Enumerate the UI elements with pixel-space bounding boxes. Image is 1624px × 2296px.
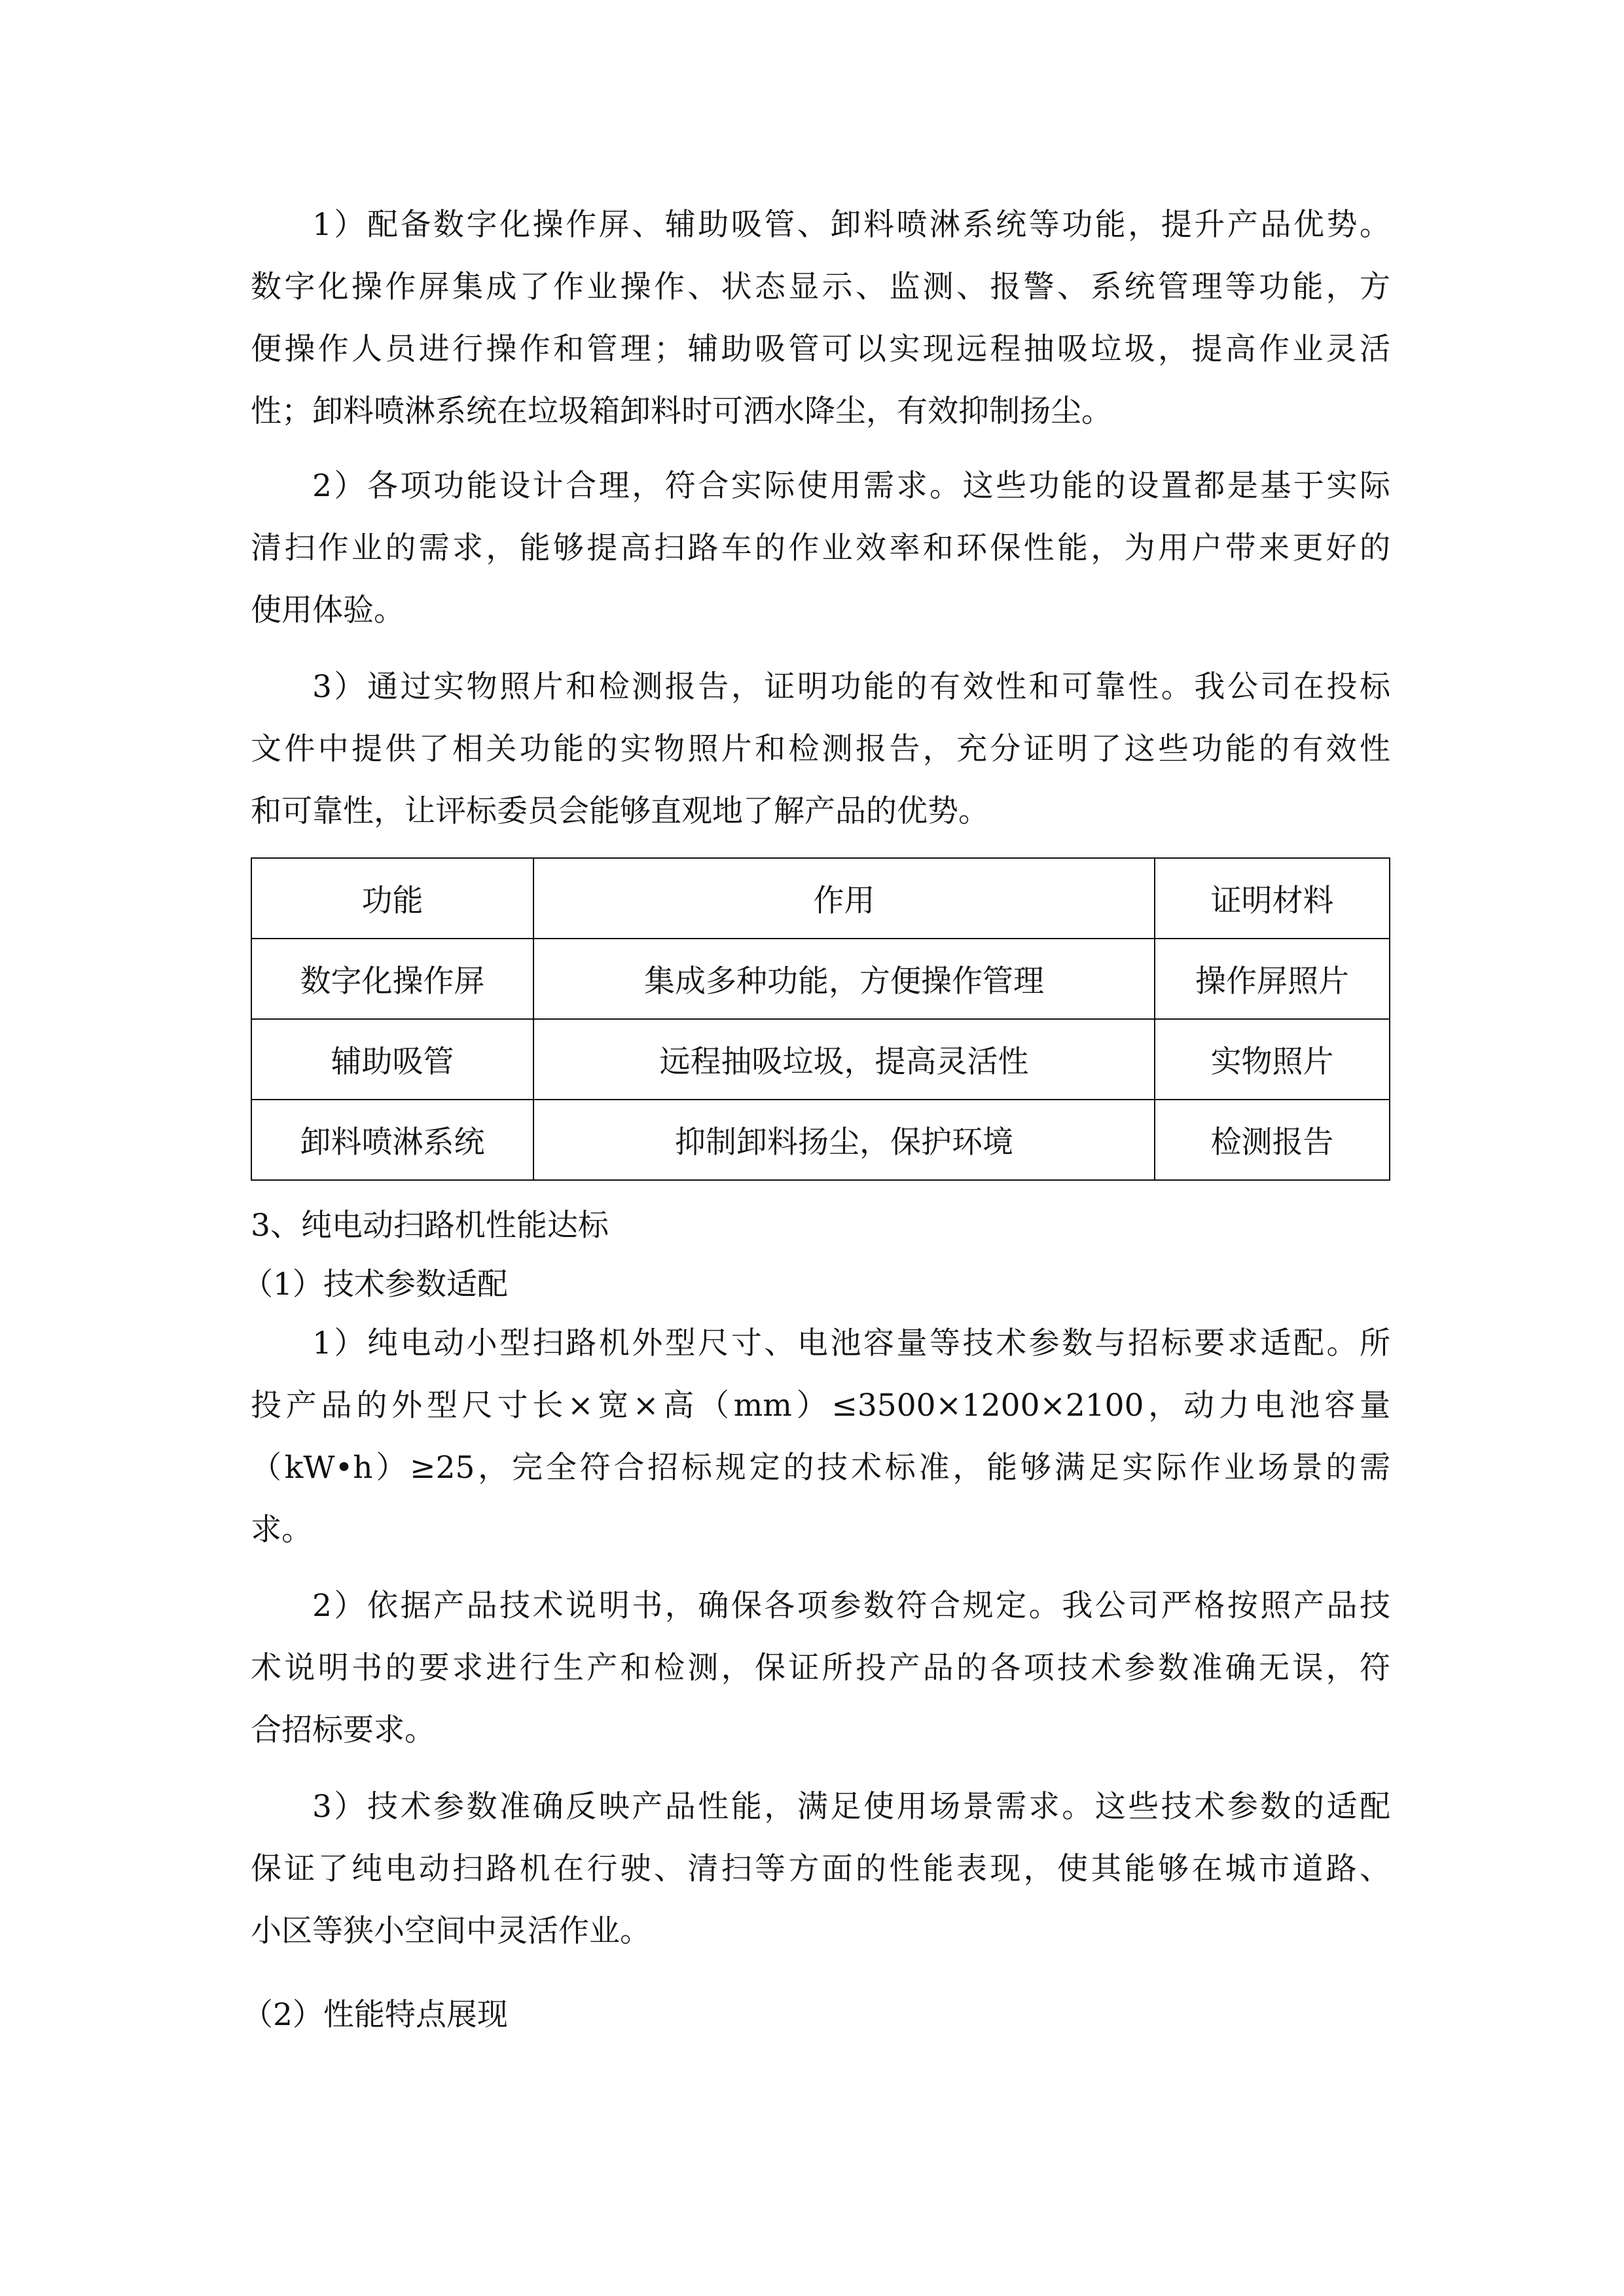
table-row [251,939,1390,1019]
table-cell: 辅助吸管 [251,1019,533,1100]
para-top-3 [251,656,1390,842]
table-cell: 卸料喷淋系统 [251,1100,533,1180]
text-line: 3）通过实物照片和检测报告，证明功能的有效性和可靠性。我公司在投标 [312,669,1390,705]
text-line: 清扫作业的需求，能够提高扫路车的作业效率和环保性能，为用户带来更好的 [251,530,1390,566]
table-cell: 集成多种功能，方便操作管理 [533,939,1155,1019]
text-line: （kW•h）≥25，完全符合招标规定的技术标准，能够满足实际作业场景的需 [251,1450,1390,1486]
text-line: 2）依据产品技术说明书，确保各项参数符合规定。我公司严格按照产品技 [312,1588,1390,1624]
subheading-technical-params: （1）技术参数适配 [242,1266,508,1302]
para-top-1 [251,194,1390,442]
table-row [251,1019,1390,1100]
table-cell: 实物照片 [1155,1019,1390,1100]
header-cell: 功能 [251,858,533,939]
text-line: 1）配备数字化操作屏、辅助吸管、卸料喷淋系统等功能，提升产品优势。 [312,207,1390,243]
para-bottom-3 [251,1776,1390,1962]
text-line: 便操作人员进行操作和管理；辅助吸管可以实现远程抽吸垃圾，提高作业灵活 [251,331,1390,367]
subheading-performance: （2）性能特点展现 [242,1997,508,2033]
text-line: 合招标要求。 [251,1712,435,1748]
table-cell: 操作屏照片 [1155,939,1390,1019]
table-header-row [251,858,1390,939]
feature-table [251,857,1390,1181]
text-line: 投产品的外型尺寸长×宽×高（mm）≤3500×1200×2100，动力电池容量 [251,1388,1390,1424]
text-line: 数字化操作屏集成了作业操作、状态显示、监测、报警、系统管理等功能，方 [251,269,1390,305]
para-bottom-1 [251,1312,1390,1561]
para-bottom-2 [251,1575,1390,1761]
text-line: 2）各项功能设计合理，符合实际使用需求。这些功能的设置都是基于实际 [312,468,1390,504]
text-line: 使用体验。 [251,592,405,628]
header-cell: 作用 [533,858,1155,939]
text-line: 性；卸料喷淋系统在垃圾箱卸料时可洒水降尘，有效抑制扬尘。 [251,393,1112,429]
para-top-2 [251,455,1390,641]
header-cell: 证明材料 [1155,858,1390,939]
text-line: 文件中提供了相关功能的实物照片和检测报告，充分证明了这些功能的有效性 [251,731,1390,767]
table-cell: 抑制卸料扬尘，保护环境 [533,1100,1155,1180]
table-cell: 数字化操作屏 [251,939,533,1019]
text-line: 保证了纯电动扫路机在行驶、清扫等方面的性能表现，使其能够在城市道路、 [251,1851,1390,1887]
text-line: 3）技术参数准确反映产品性能，满足使用场景需求。这些技术参数的适配 [312,1789,1390,1825]
text-line: 和可靠性，让评标委员会能够直观地了解产品的优势。 [251,793,989,829]
section-heading: 3、纯电动扫路机性能达标 [251,1208,609,1244]
table-cell: 检测报告 [1155,1100,1390,1180]
table-row [251,1100,1390,1180]
text-line: 求。 [251,1512,312,1548]
text-line: 术说明书的要求进行生产和检测，保证所投产品的各项技术参数准确无误，符 [251,1650,1390,1686]
text-line: 小区等狭小空间中灵活作业。 [251,1913,651,1949]
text-line: 1）纯电动小型扫路机外型尺寸、电池容量等技术参数与招标要求适配。所 [312,1325,1390,1361]
table-cell: 远程抽吸垃圾，提高灵活性 [533,1019,1155,1100]
